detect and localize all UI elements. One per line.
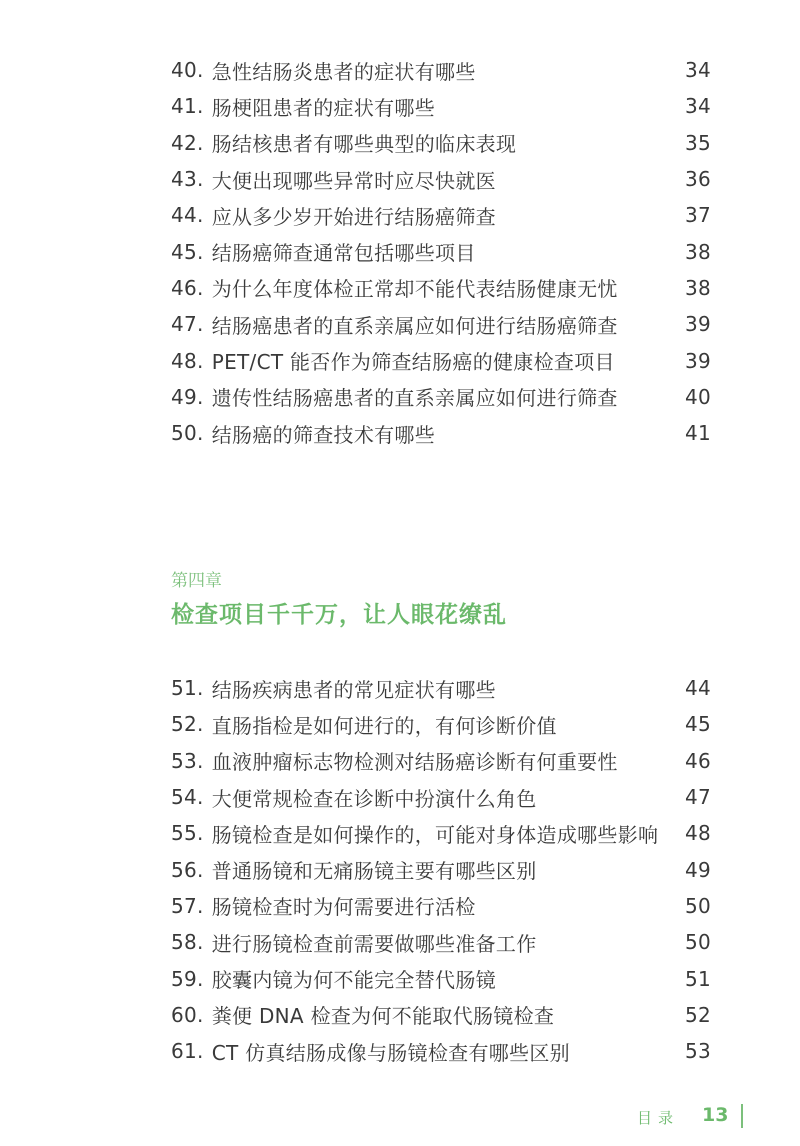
entry-page-number: 35 bbox=[684, 130, 711, 155]
entry-title: CT 仿真结肠成像与肠镜检查有哪些区别 bbox=[211, 1040, 570, 1065]
entry-number: 41. bbox=[171, 94, 204, 119]
entry-title: 普通肠镜和无痛肠镜主要有哪些区别 bbox=[211, 859, 537, 884]
toc-entry[interactable] bbox=[171, 815, 711, 851]
toc-entry[interactable] bbox=[171, 1033, 711, 1069]
entry-number: 44. bbox=[171, 203, 204, 228]
entry-title: 为什么年度体检正常却不能代表结肠健康无忧 bbox=[211, 277, 618, 302]
footer-page-number: 13 bbox=[702, 1104, 729, 1126]
entry-number: 54. bbox=[171, 785, 204, 810]
chapter-label: 第四章 bbox=[171, 571, 222, 591]
entry-page-number: 34 bbox=[684, 58, 711, 83]
entry-page-number: 49 bbox=[684, 857, 711, 882]
entry-title: 结肠癌患者的直系亲属应如何进行结肠癌筛查 bbox=[211, 313, 618, 338]
entry-number: 48. bbox=[171, 348, 204, 373]
entry-page-number: 34 bbox=[684, 94, 711, 119]
toc-entry[interactable] bbox=[171, 743, 711, 779]
toc-entry[interactable] bbox=[171, 161, 711, 197]
toc-list-bottom bbox=[171, 670, 711, 1069]
entry-number: 40. bbox=[171, 58, 204, 83]
entry-page-number: 52 bbox=[684, 1002, 711, 1027]
entry-title: 大便出现哪些异常时应尽快就医 bbox=[211, 168, 496, 193]
entry-title: 结肠疾病患者的常见症状有哪些 bbox=[211, 677, 496, 702]
entry-number: 45. bbox=[171, 239, 204, 264]
entry-title: 大便常规检查在诊断中扮演什么角色 bbox=[211, 786, 537, 811]
toc-entry[interactable] bbox=[171, 342, 711, 378]
entry-page-number: 41 bbox=[684, 421, 711, 446]
entry-number: 52. bbox=[171, 712, 204, 737]
entry-title: 应从多少岁开始进行结肠癌筛查 bbox=[211, 204, 496, 229]
entry-number: 50. bbox=[171, 421, 204, 446]
entry-page-number: 53 bbox=[684, 1039, 711, 1064]
entry-number: 60. bbox=[171, 1002, 204, 1027]
entry-number: 53. bbox=[171, 748, 204, 773]
entry-title: 结肠癌筛查通常包括哪些项目 bbox=[211, 241, 476, 266]
entry-title: 肠镜检查时为何需要进行活检 bbox=[211, 895, 476, 920]
entry-number: 51. bbox=[171, 676, 204, 701]
toc-entry[interactable] bbox=[171, 379, 711, 415]
footer-divider bbox=[741, 1104, 743, 1128]
entry-title: PET/CT 能否作为筛查结肠癌的健康检查项目 bbox=[211, 350, 615, 375]
entry-page-number: 47 bbox=[684, 785, 711, 810]
entry-page-number: 50 bbox=[684, 930, 711, 955]
entry-title: 肠镜检查是如何操作的，可能对身体造成哪些影响 bbox=[211, 822, 659, 847]
toc-entry[interactable] bbox=[171, 670, 711, 706]
toc-entry[interactable] bbox=[171, 88, 711, 124]
entry-number: 42. bbox=[171, 130, 204, 155]
entry-title: 结肠癌的筛查技术有哪些 bbox=[211, 422, 436, 447]
entry-number: 56. bbox=[171, 857, 204, 882]
entry-page-number: 39 bbox=[684, 348, 711, 373]
entry-title: 粪便 DNA 检查为何不能取代肠镜检查 bbox=[211, 1004, 555, 1029]
toc-entry[interactable] bbox=[171, 706, 711, 742]
entry-page-number: 39 bbox=[684, 312, 711, 337]
entry-number: 57. bbox=[171, 893, 204, 918]
toc-entry[interactable] bbox=[171, 52, 711, 88]
toc-entry[interactable] bbox=[171, 125, 711, 161]
toc-entry[interactable] bbox=[171, 997, 711, 1033]
entry-page-number: 38 bbox=[684, 239, 711, 264]
entry-number: 55. bbox=[171, 821, 204, 846]
toc-list-top bbox=[171, 52, 711, 451]
entry-title: 肠梗阻患者的症状有哪些 bbox=[211, 95, 436, 120]
footer-section-label: 目录 bbox=[637, 1109, 680, 1127]
toc-entry[interactable] bbox=[171, 197, 711, 233]
entry-title: 胶囊内镜为何不能完全替代肠镜 bbox=[211, 968, 496, 993]
entry-number: 47. bbox=[171, 312, 204, 337]
entry-page-number: 48 bbox=[684, 821, 711, 846]
toc-entry[interactable] bbox=[171, 960, 711, 996]
entry-number: 49. bbox=[171, 384, 204, 409]
entry-page-number: 45 bbox=[684, 712, 711, 737]
entry-number: 58. bbox=[171, 930, 204, 955]
entry-title: 血液肿瘤标志物检测对结肠癌诊断有何重要性 bbox=[211, 750, 618, 775]
toc-entry[interactable] bbox=[171, 888, 711, 924]
toc-entry[interactable] bbox=[171, 779, 711, 815]
entry-page-number: 40 bbox=[684, 384, 711, 409]
toc-entry[interactable] bbox=[171, 924, 711, 960]
entry-title: 肠结核患者有哪些典型的临床表现 bbox=[211, 132, 517, 157]
entry-page-number: 38 bbox=[684, 275, 711, 300]
entry-page-number: 46 bbox=[684, 748, 711, 773]
toc-entry[interactable] bbox=[171, 415, 711, 451]
entry-title: 直肠指检是如何进行的，有何诊断价值 bbox=[211, 713, 557, 738]
entry-number: 59. bbox=[171, 966, 204, 991]
entry-page-number: 37 bbox=[684, 203, 711, 228]
entry-number: 61. bbox=[171, 1039, 204, 1064]
entry-page-number: 44 bbox=[684, 676, 711, 701]
entry-page-number: 50 bbox=[684, 893, 711, 918]
entry-page-number: 36 bbox=[684, 167, 711, 192]
entry-number: 46. bbox=[171, 275, 204, 300]
entry-title: 急性结肠炎患者的症状有哪些 bbox=[211, 59, 476, 84]
entry-title: 遗传性结肠癌患者的直系亲属应如何进行筛查 bbox=[211, 386, 618, 411]
entry-title: 进行肠镜检查前需要做哪些准备工作 bbox=[211, 931, 537, 956]
toc-entry[interactable] bbox=[171, 233, 711, 269]
entry-page-number: 51 bbox=[684, 966, 711, 991]
toc-entry[interactable] bbox=[171, 306, 711, 342]
chapter-title: 检查项目千千万，让人眼花缭乱 bbox=[171, 602, 507, 628]
toc-entry[interactable] bbox=[171, 851, 711, 887]
toc-entry[interactable] bbox=[171, 270, 711, 306]
entry-number: 43. bbox=[171, 167, 204, 192]
